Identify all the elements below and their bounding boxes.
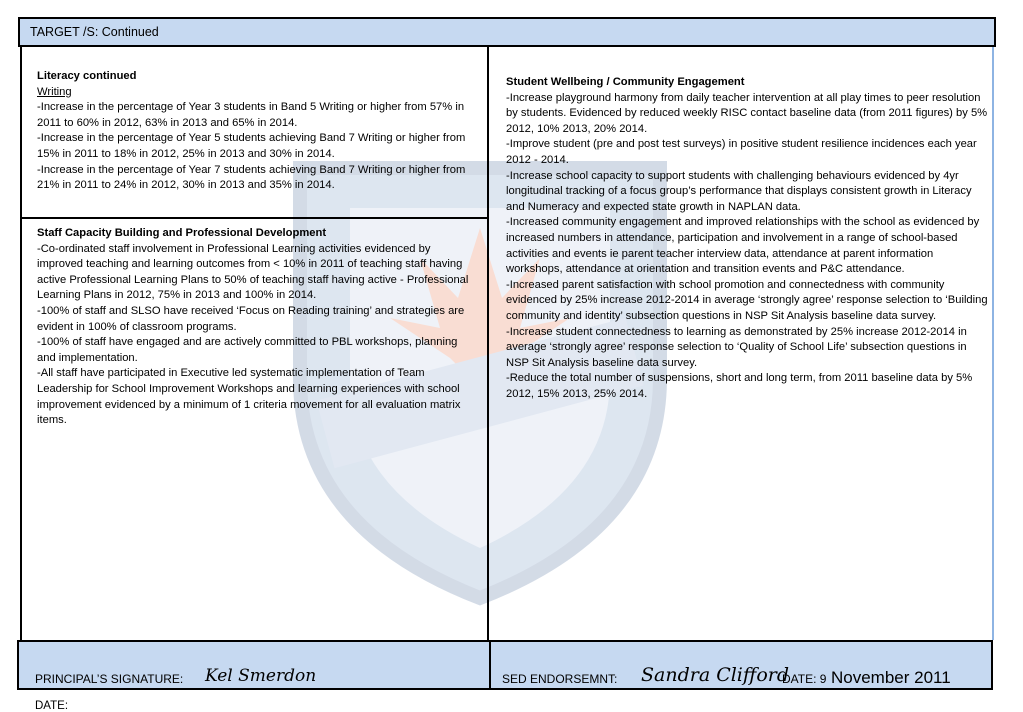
staff-item: -Co-ordinated staff involvement in Professional Learning activities evidenced by improved teaching and learning outcomes from < 10% in 2011 of teaching staff having active Professional Learning Plans to 50% of teaching staff having active - Professional Learning Plans in 2012, 75% in 2013 and 100% in 2014.: [37, 242, 469, 302]
wellbeing-item: -Reduce the total number of suspensions, short and long term, from 2011 baseline data by 5% 2012, 15% 2013, 25% 2014.: [506, 372, 973, 400]
wellbeing-item: -Increased community engagement and improved relationships with the school as evidenced by increased numbers in attendance, participation and involvement in a range of school-based activities and events ie parent teacher interview data, attendance at parent information workshops, attendance at orientation and transition events and P&C attendance.: [506, 216, 980, 276]
principal-signature: Kel Smerdon: [205, 666, 317, 686]
header-title: TARGET /S: Continued: [30, 25, 159, 39]
wellbeing-item: -Increase student connectedness to learning as demonstrated by 25% increase 2012-2014 in average ‘strongly agree’ response selection to ‘Quality of School Life’ subsection questions in NSP Sit Analysis baseline data survey.: [506, 325, 967, 369]
wellbeing-item: -Increase school capacity to support students with challenging behaviours evidenced by 4yr longitudinal tracking of a focus group’s performance that displays consistent growth in Literacy and Numeracy and expected state growth in NAPLAN data.: [506, 169, 972, 213]
sed-endorsement-label: SED ENDORSEMNT:: [502, 672, 618, 686]
literacy-item: -Increase in the percentage of Year 7 students achieving Band 7 Writing or higher from 21% in 2011 to 24% in 2012, 30% in 2013 and 35% in 2014.: [37, 163, 466, 192]
literacy-subheading: Writing: [37, 85, 72, 98]
wellbeing-item: -Increase playground harmony from daily teacher intervention at all play times to peer resolution by students. Evidenced by reduced weekly RISC contact baseline data (from 2011 figures) by 5% 2012, 10% 2013, 20% 2014.: [506, 91, 988, 135]
wellbeing-section: [506, 75, 990, 402]
staff-heading: Staff Capacity Building and Professional Development: [37, 227, 327, 239]
literacy-section: [37, 69, 477, 194]
bottom-date-label: DATE:: [35, 700, 69, 712]
literacy-heading: Literacy continued: [37, 70, 137, 82]
wellbeing-heading: Student Wellbeing / Community Engagement: [506, 76, 745, 88]
staff-item: -100% of staff have engaged and are actively committed to PBL workshops, planning and implementation.: [37, 336, 458, 364]
sed-signature: Sandra Clifford: [641, 664, 790, 686]
staff-item: -All staff have participated in Executive led systematic implementation of Team Leadership for School Improvement Workshops and learning experiences with school improvement evidenced by a minimum of 1 criteria movement for all evaluation matrix items.: [37, 367, 461, 427]
staff-section: [37, 226, 477, 429]
date-label: DATE: 9: [782, 672, 827, 686]
principal-signature-label: PRINCIPAL’S SIGNATURE:: [35, 672, 184, 686]
footer-divider: [489, 642, 491, 688]
literacy-item: -Increase in the percentage of Year 3 students in Band 5 Writing or higher from 57% in 2011 to 60% in 2012, 63% in 2013 and 65% in 2014.: [37, 101, 465, 129]
target-header: [18, 17, 996, 47]
wellbeing-item: -Increased parent satisfaction with school promotion and connectedness with community evidenced by 25% increase 2012-2014 in average ‘strongly agree’ response selection to ‘Building community and identity’ subsection questions in NSP Sit Analysis baseline data survey.: [506, 278, 988, 322]
wellbeing-item: -Improve student (pre and post test surveys) in positive student resilience incidences each year 2012 - 2014.: [506, 138, 977, 166]
signature-footer: [17, 640, 993, 690]
literacy-item: -Increase in the percentage of Year 5 students achieving Band 7 Writing or higher from 15% in 2011 to 18% in 2012, 25% in 2013 and 30% in 2014.: [37, 132, 466, 160]
staff-item: -100% of staff and SLSO have received ‘Focus on Reading training’ and strategies are evident in 100% of classroom programs.: [37, 304, 465, 333]
date-value: November 2011: [831, 668, 951, 687]
left-cell-divider: [20, 217, 489, 219]
